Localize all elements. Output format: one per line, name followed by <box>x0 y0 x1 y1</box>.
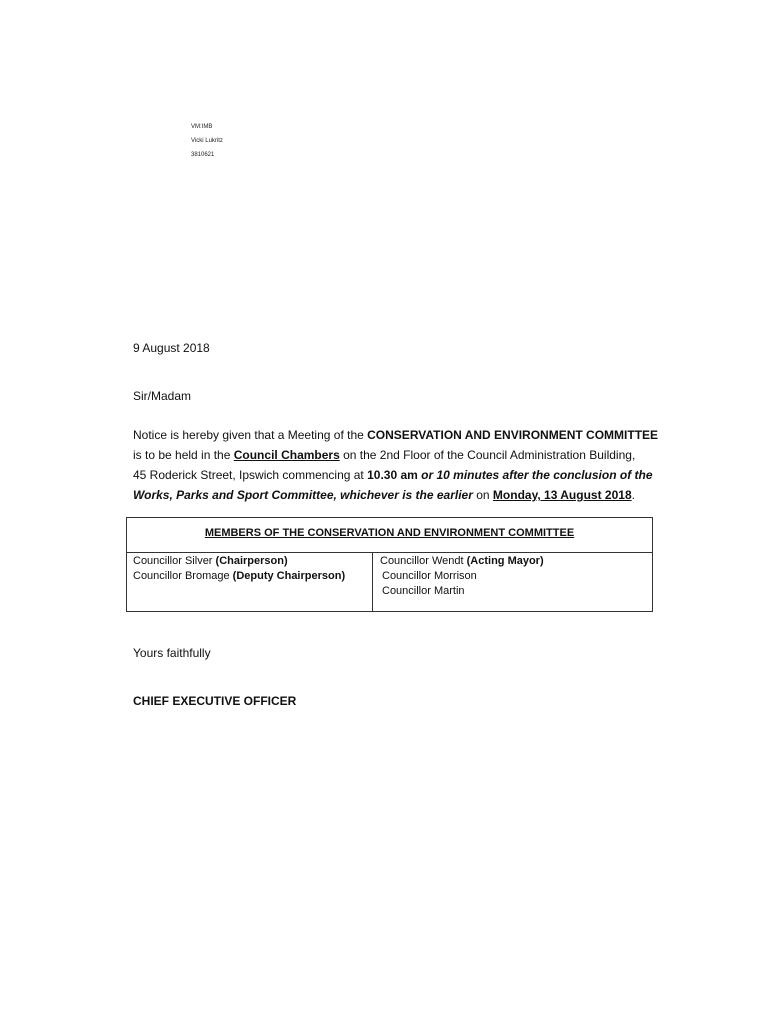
notice-line <box>133 465 693 485</box>
alternate-time: or 10 minutes after the conclusion of the <box>417 468 653 482</box>
notice-line <box>133 485 693 505</box>
member-name: Councillor Wendt <box>380 555 467 567</box>
reference-line: VM:IMB <box>191 124 213 130</box>
members-left-column <box>127 553 373 611</box>
member-name: Councillor Silver <box>133 555 216 567</box>
committee-name: CONSERVATION AND ENVIRONMENT COMMITTEE <box>367 428 659 442</box>
letter-date: 9 August 2018 <box>133 341 210 355</box>
notice-text: on the 2nd Floor of the Council Administration Building, <box>339 448 636 462</box>
venue-name: Council Chambers <box>233 448 340 462</box>
members-table <box>126 517 653 612</box>
notice-paragraph <box>133 425 693 505</box>
closing-phrase: Yours faithfully <box>133 646 211 660</box>
notice-text: on <box>472 488 493 502</box>
alternate-time: Works, Parks and Sport Committee, whichever is the earlier <box>133 488 473 502</box>
meeting-date: Monday, 13 August 2018 <box>492 488 632 502</box>
member-row <box>380 569 652 584</box>
member-name: Councillor Morrison <box>382 570 477 582</box>
members-body <box>127 553 652 611</box>
salutation: Sir/Madam <box>133 389 192 403</box>
member-role: (Acting Mayor) <box>466 555 544 567</box>
member-row <box>133 569 372 584</box>
member-row <box>380 584 652 599</box>
reference-line: 3810621 <box>191 152 215 158</box>
reference-line: Vicki Lukritz <box>191 138 223 144</box>
notice-line <box>133 425 693 445</box>
signoff-title: CHIEF EXECUTIVE OFFICER <box>133 694 297 708</box>
notice-text: Notice is hereby given that a Meeting of the <box>133 428 368 442</box>
members-heading: MEMBERS OF THE CONSERVATION AND ENVIRONMENT COMMITTEE <box>127 518 652 553</box>
members-right-column <box>374 553 652 612</box>
member-name: Councillor Bromage <box>133 570 233 582</box>
notice-line <box>133 445 693 465</box>
notice-text: is to be held in the <box>133 448 234 462</box>
member-role: (Deputy Chairperson) <box>232 570 346 582</box>
member-name: Councillor Martin <box>382 585 465 597</box>
meeting-time: 10.30 am <box>367 468 418 482</box>
member-row <box>380 554 652 569</box>
notice-text: . <box>631 488 635 502</box>
member-row <box>133 554 372 569</box>
reference-block <box>191 120 223 162</box>
notice-text: 45 Roderick Street, Ipswich commencing at <box>133 468 368 482</box>
member-role: (Chairperson) <box>215 555 288 567</box>
